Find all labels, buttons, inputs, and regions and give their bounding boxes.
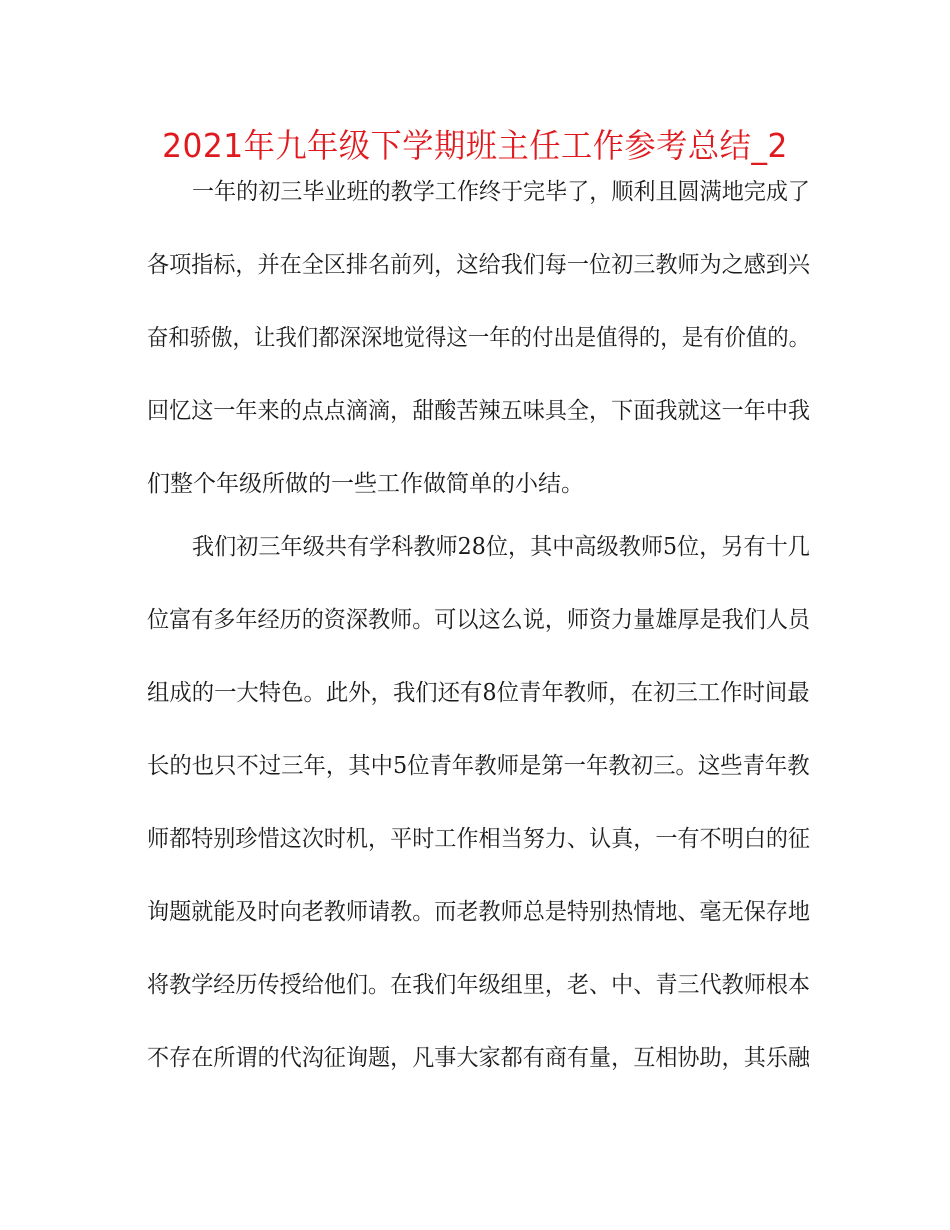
document-title: 2021年九年级下学期班主任工作参考总结_2: [162, 126, 788, 165]
paragraph-line: 不存在所谓的代沟征询题，凡事大家都有商有量，互相协助，其乐融: [147, 1045, 811, 1071]
paragraph-line: 组成的一大特色。此外，我们还有8位青年教师，在初三工作时间最: [147, 680, 810, 706]
paragraph-line: 询题就能及时向老教师请教。而老教师总是特别热情地、毫无保存地: [147, 899, 811, 925]
paragraph-line: 回忆这一年来的点点滴滴，甜酸苦辣五味具全，下面我就这一年中我: [147, 398, 811, 424]
paragraph-line: 位富有多年经历的资深教师。可以这么说，师资力量雄厚是我们人员: [147, 607, 811, 633]
paragraph-line: 我们初三年级共有学科教师28位，其中高级教师5位，另有十几: [192, 534, 810, 560]
paragraph-line: 各项指标，并在全区排名前列，这给我们每一位初三教师为之感到兴: [147, 252, 811, 278]
paragraph-line: 奋和骄傲，让我们都深深地觉得这一年的付出是值得的，是有价值的。: [147, 325, 811, 351]
paragraph-line: 们整个年级所做的一些工作做简单的小结。: [147, 471, 584, 497]
paragraph-line: 长的也只不过三年，其中5位青年教师是第一年教初三。这些青年教: [147, 753, 810, 779]
paragraph-line: 将教学经历传授给他们。在我们年级组里，老、中、青三代教师根本: [147, 972, 811, 998]
paragraph-line: 师都特别珍惜这次时机，平时工作相当努力、认真，一有不明白的征: [147, 826, 811, 852]
paragraph-line: 一年的初三毕业班的教学工作终于完毕了，顺利且圆满地完成了: [192, 179, 810, 205]
